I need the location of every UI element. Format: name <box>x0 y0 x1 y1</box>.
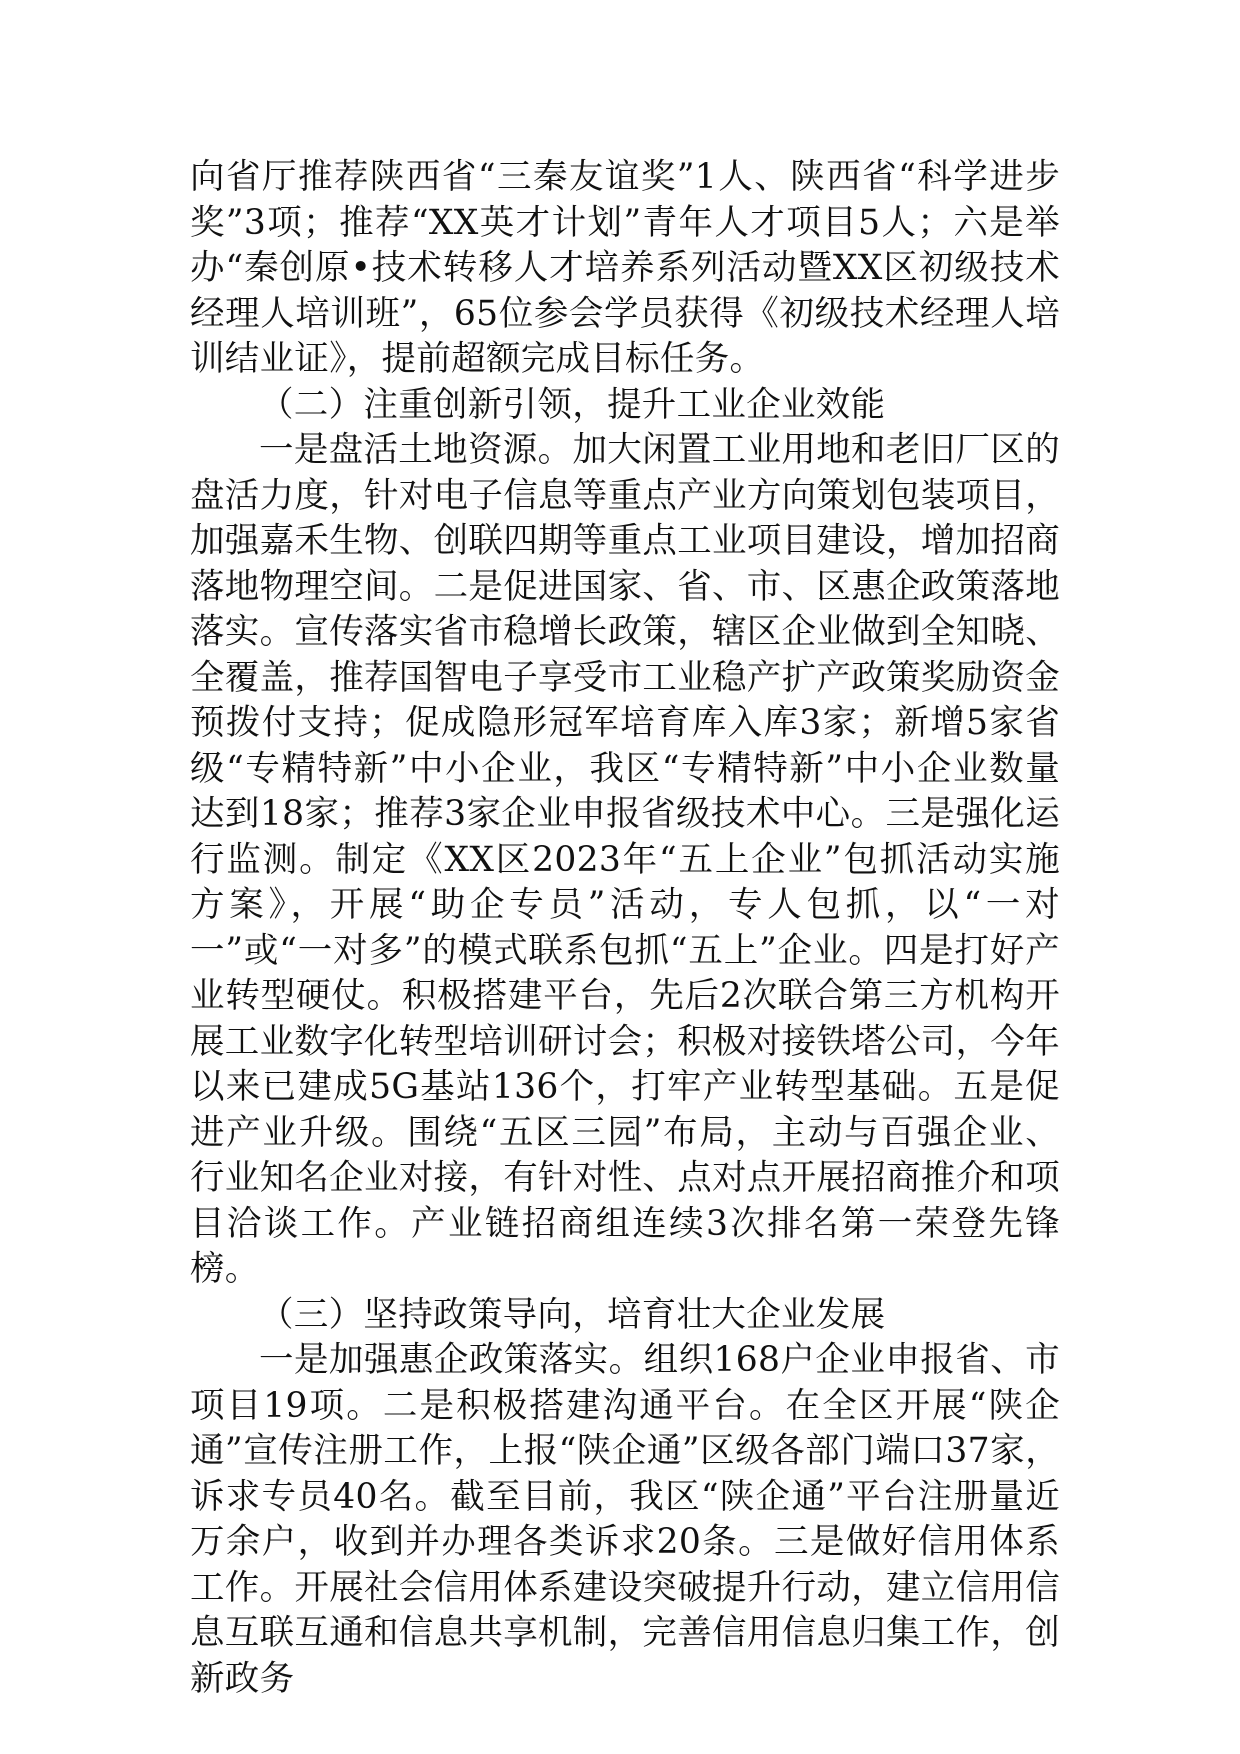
paragraph-industrial-efficiency: 一是盘活土地资源。加大闲置工业用地和老旧厂区的盘活力度，针对电子信息等重点产业方向策划包装项目，加强嘉禾生物、创联四期等重点工业项目建设，增加招商落地物理空间。二是促进国家、省、市、区惠企政策落地落实。宣传落实省市稳增长政策，辖区企业做到全知晓、全覆盖，推荐国智电子享受市工业稳产扩产政策奖励资金预拨付支持；促成隐形冠军培育库入库3家；新增5家省级“专精特新”中小企业，我区“专精特新”中小企业数量达到18家；推荐3家企业申报省级技术中心。三是强化运行监测。制定《XX区2023年“五上企业”包抓活动实施方案》，开展“助企专员”活动，专人包抓，以“一对一”或“一对多”的模式联系包抓“五上”企业。四是打好产业转型硬仗。积极搭建平台，先后2次联合第三方机构开展工业数字化转型培训研讨会；积极对接铁塔公司，今年以来已建成5G基站136个，打牢产业转型基础。五是促进产业升级。围绕“五区三园”布局，主动与百强企业、行业知名企业对接，有针对性、点对点开展招商推介和项目洽谈工作。产业链招商组连续3次排名第一荣登先锋榜。 <box>190 430 1060 1289</box>
paragraph-awards-summary: 向省厅推荐陕西省“三秦友谊奖”1人、陕西省“科学进步奖”3项；推荐“XX英才计划”青年人才项目5人；六是举办“秦创原•技术转移人才培养系列活动暨XX区初级技术经理人培训班”，65位参会学员获得《初级技术经理人培训结业证》，提前超额完成目标任务。 <box>190 157 1060 379</box>
paragraph-enterprise-policy: 一是加强惠企政策落实。组织168户企业申报省、市项目19项。二是积极搭建沟通平台。在全区开展“陕企通”宣传注册工作，上报“陕企通”区级各部门端口37家，诉求专员40名。截至目前，我区“陕企通”平台注册量近万余户，收到并办理各类诉求20条。三是做好信用体系工作。开展社会信用体系建设突破提升行动，建立信用信息互联互通和信息共享机制，完善信用信息归集工作，创新政务 <box>190 1340 1060 1699</box>
section-heading-2: （二）注重创新引领，提升工业企业效能 <box>259 384 886 425</box>
document-body <box>190 155 1060 1702</box>
section-heading-3: （三）坚持政策导向，培育壮大企业发展 <box>259 1294 886 1335</box>
